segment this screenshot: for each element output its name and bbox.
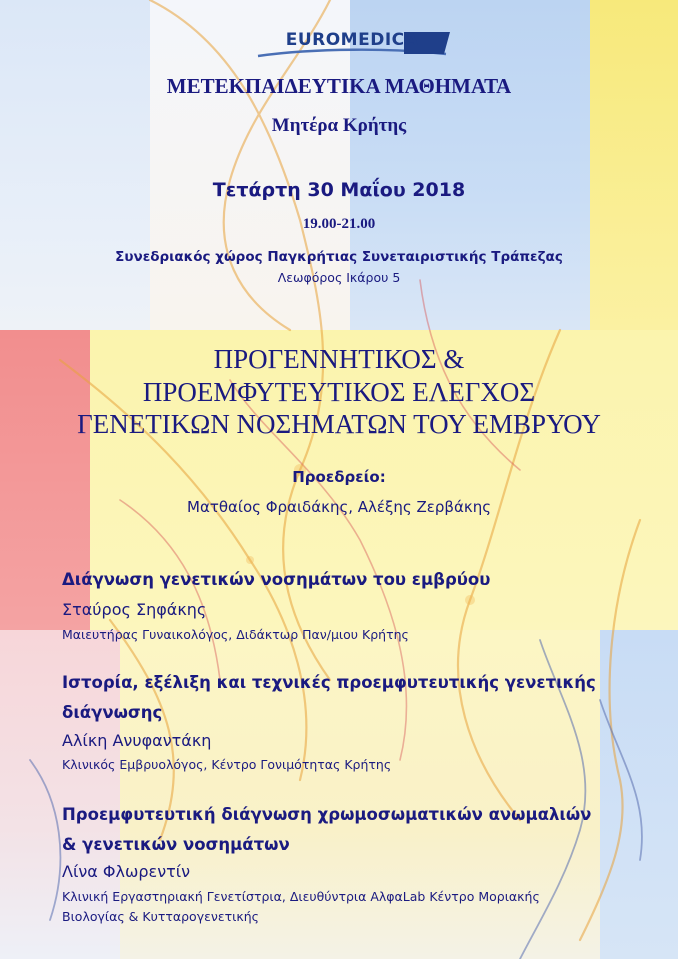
talk-1-speaker: Σταύρος Σηφάκης xyxy=(62,600,207,619)
series-title: ΜΕΤΕΚΠΑΙΔΕΥΤΙΚΑ ΜΑΘΗΜΑΤΑ xyxy=(166,74,512,98)
talk-1-title: Διάγνωση γενετικών νοσημάτων του εμβρύου xyxy=(62,570,491,589)
talk-3-title-line-2: & γενετικών νοσημάτων xyxy=(62,835,290,854)
event-venue: Συνεδριακός χώρος Παγκρήτιας Συνεταιριστικής Τράπεζας xyxy=(115,249,563,265)
talk-2-title-line-1: Ιστορία, εξέλιξη και τεχνικές προεμφυτευτικής γενετικής xyxy=(62,673,596,692)
chairs-label: Προεδρείο: xyxy=(292,468,386,486)
main-title-line-3: ΓΕΝΕΤΙΚΩΝ ΝΟΣΗΜΑΤΩΝ ΤΟΥ ΕΜΒΡΥΟΥ xyxy=(77,409,601,439)
talk-3-affiliation-line-1: Κλινική Εργαστηριακή Γενετίστρια, Διευθύντρια ΑλφαLab Κέντρο Μοριακής xyxy=(62,889,540,904)
main-title-line-2: ΠΡΟΕΜΦΥΤΕΥΤΙΚΟΣ ΕΛΕΓΧΟΣ xyxy=(142,377,536,407)
clinic-name: Μητέρα Κρήτης xyxy=(271,115,407,136)
chairs-names: Ματθαίος Φραιδάκης, Αλέξης Ζερβάκης xyxy=(187,498,491,516)
main-title-line-1: ΠΡΟΓΕΝΝΗΤΙΚΟΣ & xyxy=(213,344,465,374)
euromedica-logo xyxy=(254,26,450,60)
event-date: Τετάρτη 30 Μαΐου 2018 xyxy=(212,179,466,201)
talk-1-affiliation: Μαιευτήρας Γυναικολόγος, Διδάκτωρ Παν/μιου Κρήτης xyxy=(62,627,409,642)
talk-3-speaker: Λίνα Φλωρεντίν xyxy=(62,862,191,881)
talk-2-title-line-2: διάγνωσης xyxy=(62,703,163,722)
talk-2-affiliation: Κλινικός Εμβρυολόγος, Κέντρο Γονιμότητας Κρήτης xyxy=(62,757,392,772)
talk-2-speaker: Αλίκη Ανυφαντάκη xyxy=(62,731,212,750)
logo-text: EUROMEDICA xyxy=(285,30,419,50)
event-address: Λεωφόρος Ικάρου 5 xyxy=(277,270,401,285)
talk-3-title-line-1: Προεμφυτευτική διάγνωση χρωμοσωματικών ανωμαλιών xyxy=(62,805,592,824)
event-time: 19.00-21.00 xyxy=(302,216,376,232)
talk-3-affiliation-line-2: Βιολογίας & Κυτταρογενετικής xyxy=(62,909,259,924)
